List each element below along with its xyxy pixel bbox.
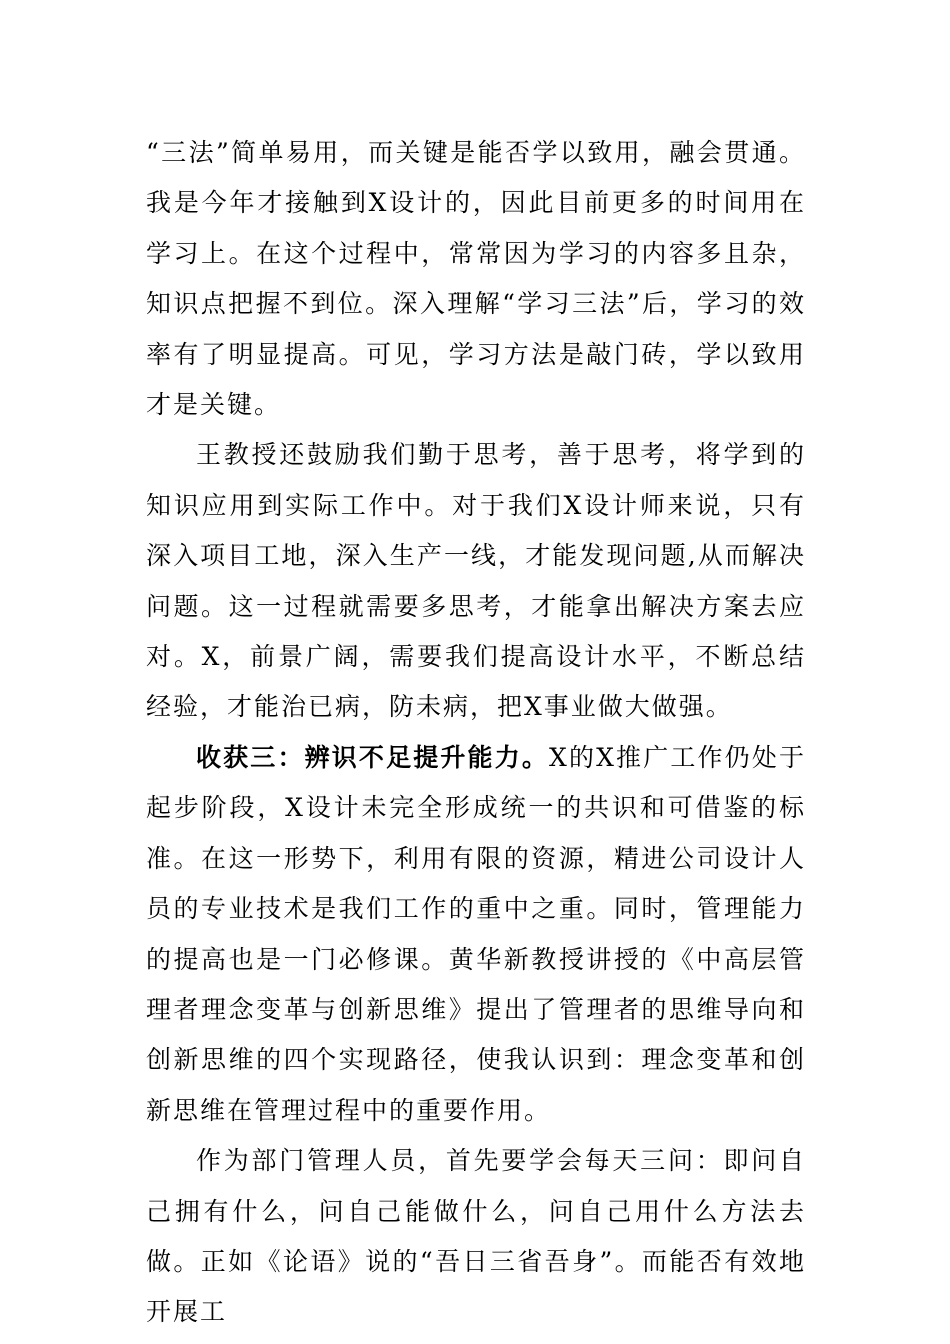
paragraph-3-text: X的X推广工作仍处于起步阶段，X设计未完全形成统一的共识和可借鉴的标准。在这一形势下，利用有限的资源，精进公司设计人员的专业技术是我们工作的重中之重。同时，管理能力的提高也是一门必修课。黄华新教授讲授的《中高层管理者理念变革与创新思维》提出了管理者的思维导向和创新思维的四个实现路径，使我认识到：理念变革和创新思维在管理过程中的重要作用。 [146, 742, 806, 1125]
paragraph-1-text: “三法”简单易用，而关键是能否学以致用，融会贯通。我是今年才接触到X设计的，因此目前更多的时间用在学习上。在这个过程中，常常因为学习的内容多且杂，知识点把握不到位。深入理解“学习三法”后，学习的效率有了明显提高。可见，学习方法是敲门砖，学以致用才是关键。 [146, 138, 806, 420]
document-page [146, 128, 806, 1338]
paragraph-3-lead: 收获三：辨识不足提升能力。 [196, 742, 549, 772]
paragraph-4 [146, 1136, 806, 1338]
paragraph-2-text: 王教授还鼓励我们勤于思考，善于思考，将学到的知识应用到实际工作中。对于我们X设计师来说，只有深入项目工地，深入生产一线，才能发现问题,从而解决问题。这一过程就需要多思考，才能拿出解决方案去应对。X，前景广阔，需要我们提高设计水平，不断总结经验，才能治已病，防未病，把X事业做大做强。 [146, 440, 806, 722]
paragraph-3 [146, 733, 806, 1136]
paragraph-2 [146, 430, 806, 732]
paragraph-1 [146, 128, 806, 430]
paragraph-4-text: 作为部门管理人员，首先要学会每天三问：即问自己拥有什么，问自己能做什么，问自己用什么方法去做。正如《论语》说的“吾日三省吾身”。而能否有效地开展工 [146, 1146, 806, 1327]
